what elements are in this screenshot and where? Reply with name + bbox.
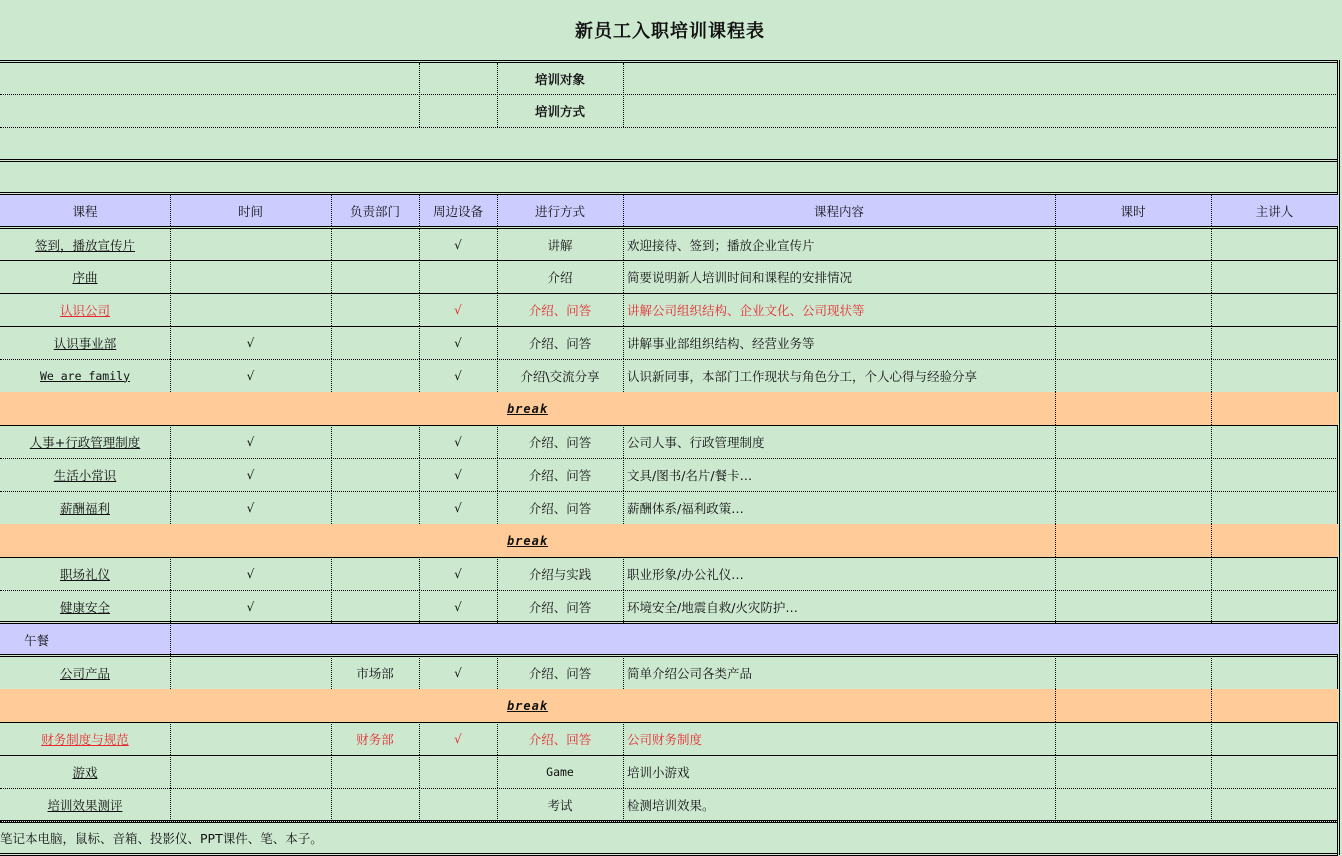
page-title: 新员工入职培训课程表: [575, 21, 765, 42]
course-link[interactable]: 人事+行政管理制度: [29, 434, 141, 450]
course-link[interactable]: 认识事业部: [53, 335, 117, 351]
divider: [1055, 260, 1056, 293]
divider: [170, 229, 171, 260]
dept-cell: [331, 260, 419, 293]
divider: [1211, 656, 1212, 689]
speaker-cell: [1211, 359, 1338, 392]
divider: [170, 293, 171, 326]
divider: [170, 557, 171, 590]
divider: [419, 722, 420, 755]
divider: [623, 722, 624, 755]
speaker-cell: [1211, 755, 1338, 788]
dept-cell: [331, 557, 419, 590]
divider: [331, 229, 332, 260]
method-cell: 介绍、问答: [528, 434, 592, 450]
divider: [1211, 425, 1212, 458]
content-cell: 讲解公司组织结构、企业文化、公司现状等: [627, 302, 865, 318]
divider: [497, 260, 498, 293]
divider: [170, 425, 171, 458]
divider: [419, 491, 420, 524]
divider: [623, 195, 624, 226]
method-cell: 介绍、问答: [528, 302, 592, 318]
hours-cell: [1055, 458, 1211, 491]
divider: [1055, 524, 1056, 557]
dept-cell: [331, 590, 419, 623]
divider: [331, 260, 332, 293]
divider: [1211, 392, 1212, 425]
method-cell: Game: [546, 764, 574, 779]
divider: [419, 458, 420, 491]
divider: [623, 326, 624, 359]
divider: [623, 788, 624, 821]
hours-cell: [1055, 229, 1211, 260]
time-check-cell: √: [246, 368, 255, 383]
equip-check-cell: √: [454, 368, 462, 383]
course-link[interactable]: 序曲: [72, 269, 98, 285]
divider: [1211, 491, 1212, 524]
divider: [331, 425, 332, 458]
course-link[interactable]: 健康安全: [59, 599, 110, 615]
divider: [170, 326, 171, 359]
divider: [331, 293, 332, 326]
divider: [1055, 458, 1056, 491]
hours-cell: [1055, 755, 1211, 788]
equip-check-cell: √: [454, 237, 462, 252]
content-cell: 培训小游戏: [627, 764, 690, 780]
dept-cell: [331, 425, 419, 458]
divider: [497, 722, 498, 755]
divider: [331, 491, 332, 524]
content-cell: 薪酬体系/福利政策…: [627, 500, 744, 516]
divider: [1055, 755, 1056, 788]
divider: [623, 755, 624, 788]
equip-check-cell: √: [454, 599, 462, 614]
hours-cell: [1055, 359, 1211, 392]
hours-cell: [1055, 722, 1211, 755]
method-cell: 介绍、问答: [528, 335, 592, 351]
training-target-value[interactable]: [624, 63, 1338, 94]
divider: [331, 557, 332, 590]
divider: [170, 788, 171, 821]
divider: [1055, 788, 1056, 821]
divider: [170, 623, 171, 656]
content-cell: 环境安全/地震自救/火灾防护…: [627, 599, 798, 615]
divider: [1055, 722, 1056, 755]
hours-cell: [1055, 788, 1211, 821]
training-target-label: 培训对象: [534, 71, 585, 87]
lunch-label: 午餐: [24, 632, 50, 648]
dept-cell: 财务部: [356, 731, 394, 747]
divider: [1211, 359, 1212, 392]
divider: [419, 293, 420, 326]
divider: [0, 159, 1338, 162]
hours-cell: [1055, 491, 1211, 524]
divider: [331, 326, 332, 359]
method-cell: 介绍、问答: [528, 500, 592, 516]
lunch-row: [0, 624, 1338, 654]
divider: [0, 127, 1338, 128]
divider: [419, 755, 420, 788]
divider: [170, 260, 171, 293]
equip-check-cell: [419, 788, 497, 821]
divider: [170, 458, 171, 491]
hours-cell: [1055, 557, 1211, 590]
content-cell: 欢迎接待、签到；播放企业宣传片: [627, 237, 815, 253]
hours-cell: [1055, 326, 1211, 359]
divider: [419, 195, 420, 226]
divider: [331, 755, 332, 788]
divider: [1211, 755, 1212, 788]
column-header-content: 课程内容: [813, 203, 864, 219]
divider: [1055, 656, 1056, 689]
column-header-hours: 课时: [1120, 203, 1146, 219]
dept-cell: [331, 229, 419, 260]
method-cell: 介绍、回答: [528, 731, 592, 747]
course-link[interactable]: 签到，播放宣传片: [34, 237, 135, 253]
speaker-cell: [1211, 656, 1338, 689]
course-link[interactable]: 薪酬福利: [59, 500, 110, 516]
course-link[interactable]: 培训效果测评: [47, 797, 123, 813]
time-check-cell: [170, 788, 331, 821]
divider: [1211, 293, 1212, 326]
content-cell: 讲解事业部组织结构、经营业务等: [627, 335, 815, 351]
method-cell: 介绍、问答: [528, 467, 592, 483]
equipment-note: 笔记本电脑，鼠标、音箱、投影仪、PPT课件、笔、本子。: [0, 831, 323, 846]
dept-cell: [331, 788, 419, 821]
hours-cell: [1055, 260, 1211, 293]
equip-check-cell: √: [454, 302, 462, 317]
equip-check-cell: √: [454, 434, 462, 449]
divider: [170, 359, 171, 392]
method-cell: 介绍与实践: [528, 566, 592, 582]
method-cell: 介绍: [547, 269, 573, 285]
divider: [497, 458, 498, 491]
divider: [497, 195, 498, 226]
time-check-cell: √: [246, 566, 255, 581]
divider: [1055, 326, 1056, 359]
divider: [623, 359, 624, 392]
divider: [419, 359, 420, 392]
course-link[interactable]: 生活小常识: [53, 467, 117, 483]
content-cell: 公司财务制度: [627, 731, 703, 747]
divider: [1055, 557, 1056, 590]
divider: [419, 590, 420, 623]
divider: [1055, 392, 1056, 425]
column-header-speaker: 主讲人: [1255, 203, 1294, 219]
divider: [170, 590, 171, 623]
column-header-equip: 周边设备: [432, 203, 483, 219]
divider: [331, 359, 332, 392]
speaker-cell: [1211, 557, 1338, 590]
content-cell: 简要说明新人培训时间和课程的安排情况: [627, 269, 853, 285]
divider: [497, 425, 498, 458]
divider: [1211, 689, 1212, 722]
speaker-cell: [1211, 293, 1338, 326]
speaker-cell: [1211, 788, 1338, 821]
course-link[interactable]: 职场礼仪: [59, 566, 110, 582]
divider: [1211, 195, 1212, 226]
divider: [1211, 458, 1212, 491]
break-label: break: [506, 698, 549, 713]
divider: [331, 458, 332, 491]
divider: [623, 590, 624, 623]
divider: [419, 63, 420, 127]
hours-cell: [1055, 425, 1211, 458]
time-check-cell: √: [246, 467, 255, 482]
dept-cell: [331, 293, 419, 326]
divider: [623, 425, 624, 458]
time-check-cell: [170, 293, 331, 326]
divider: [1055, 425, 1056, 458]
divider: [623, 293, 624, 326]
divider: [1055, 229, 1056, 260]
break-label: break: [506, 401, 549, 416]
column-header-method: 进行方式: [534, 203, 585, 219]
dept-cell: [331, 458, 419, 491]
training-method-value[interactable]: [624, 95, 1338, 127]
time-check-cell: [170, 755, 331, 788]
divider: [497, 293, 498, 326]
speaker-cell: [1211, 458, 1338, 491]
divider: [1211, 722, 1212, 755]
column-header-time: 时间: [237, 203, 263, 219]
divider: [419, 656, 420, 689]
divider: [1055, 195, 1056, 226]
divider: [419, 425, 420, 458]
method-cell: 讲解: [547, 237, 573, 253]
divider: [623, 458, 624, 491]
column-header-dept: 负责部门: [349, 203, 400, 219]
divider: [497, 326, 498, 359]
divider: [623, 229, 624, 260]
speaker-cell: [1211, 722, 1338, 755]
divider: [170, 491, 171, 524]
speaker-cell: [1211, 229, 1338, 260]
divider: [170, 656, 171, 689]
method-cell: 介绍、问答: [528, 665, 592, 681]
speaker-cell: [1211, 326, 1338, 359]
equip-check-cell: √: [454, 500, 462, 515]
equip-check-cell: [419, 260, 497, 293]
divider: [331, 195, 332, 226]
time-check-cell: [170, 656, 331, 689]
content-cell: 公司人事、行政管理制度: [627, 434, 765, 450]
time-check-cell: [170, 229, 331, 260]
method-cell: 介绍\交流分享: [520, 368, 600, 384]
divider: [497, 359, 498, 392]
divider: [1055, 359, 1056, 392]
training-method-label: 培训方式: [534, 104, 585, 119]
hours-cell: [1055, 590, 1211, 623]
divider: [623, 491, 624, 524]
divider: [1211, 557, 1212, 590]
divider: [419, 326, 420, 359]
divider: [623, 656, 624, 689]
divider: [497, 229, 498, 260]
divider: [331, 788, 332, 821]
course-link[interactable]: We are family: [39, 368, 130, 383]
divider: [1211, 524, 1212, 557]
divider: [1055, 491, 1056, 524]
speaker-cell: [1211, 491, 1338, 524]
hours-cell: [1055, 293, 1211, 326]
speaker-cell: [1211, 260, 1338, 293]
content-cell: 职业形象/办公礼仪…: [627, 566, 744, 582]
time-check-cell: √: [246, 599, 255, 614]
time-check-cell: √: [246, 434, 255, 449]
time-check-cell: √: [246, 500, 255, 515]
divider: [1211, 229, 1212, 260]
divider: [331, 722, 332, 755]
time-check-cell: [170, 260, 331, 293]
divider: [1055, 689, 1056, 722]
time-check-cell: [170, 722, 331, 755]
divider: [419, 260, 420, 293]
divider: [497, 491, 498, 524]
divider: [170, 195, 171, 226]
divider: [1211, 326, 1212, 359]
content-cell: 检测培训效果。: [627, 797, 715, 813]
divider: [497, 788, 498, 821]
divider: [623, 557, 624, 590]
equip-check-cell: [419, 755, 497, 788]
speaker-cell: [1211, 425, 1338, 458]
break-label: break: [506, 533, 549, 548]
equip-check-cell: √: [454, 335, 462, 350]
divider: [170, 722, 171, 755]
divider: [623, 260, 624, 293]
time-check-cell: √: [246, 335, 255, 350]
content-cell: 文具/图书/名片/餐卡…: [627, 467, 753, 483]
equip-check-cell: √: [454, 566, 462, 581]
divider: [419, 788, 420, 821]
dept-cell: [331, 359, 419, 392]
divider: [497, 656, 498, 689]
divider: [497, 557, 498, 590]
equip-check-cell: √: [454, 665, 462, 680]
column-header-course: 课程: [72, 203, 98, 219]
course-link[interactable]: 认识公司: [59, 302, 110, 318]
method-cell: 考试: [547, 797, 573, 813]
divider: [1211, 260, 1212, 293]
equip-check-cell: √: [454, 467, 462, 482]
content-cell: 认识新同事，本部门工作现状与角色分工，个人心得与经验分享: [627, 368, 978, 384]
divider: [1055, 590, 1056, 623]
method-cell: 介绍、问答: [528, 599, 592, 615]
divider: [419, 557, 420, 590]
divider: [1055, 293, 1056, 326]
content-cell: 简单介绍公司各类产品: [627, 665, 753, 681]
divider: [497, 755, 498, 788]
speaker-cell: [1211, 590, 1338, 623]
equip-check-cell: √: [454, 731, 462, 746]
dept-cell: [331, 491, 419, 524]
dept-cell: [331, 326, 419, 359]
divider: [170, 755, 171, 788]
dept-cell: 市场部: [356, 665, 394, 681]
divider: [331, 590, 332, 623]
dept-cell: [331, 755, 419, 788]
divider: [497, 590, 498, 623]
hours-cell: [1055, 656, 1211, 689]
course-link[interactable]: 公司产品: [59, 665, 110, 681]
divider: [1211, 590, 1212, 623]
divider: [419, 229, 420, 260]
divider: [1211, 788, 1212, 821]
course-link[interactable]: 财务制度与规范: [41, 731, 129, 747]
divider: [331, 656, 332, 689]
course-link[interactable]: 游戏: [72, 764, 98, 780]
